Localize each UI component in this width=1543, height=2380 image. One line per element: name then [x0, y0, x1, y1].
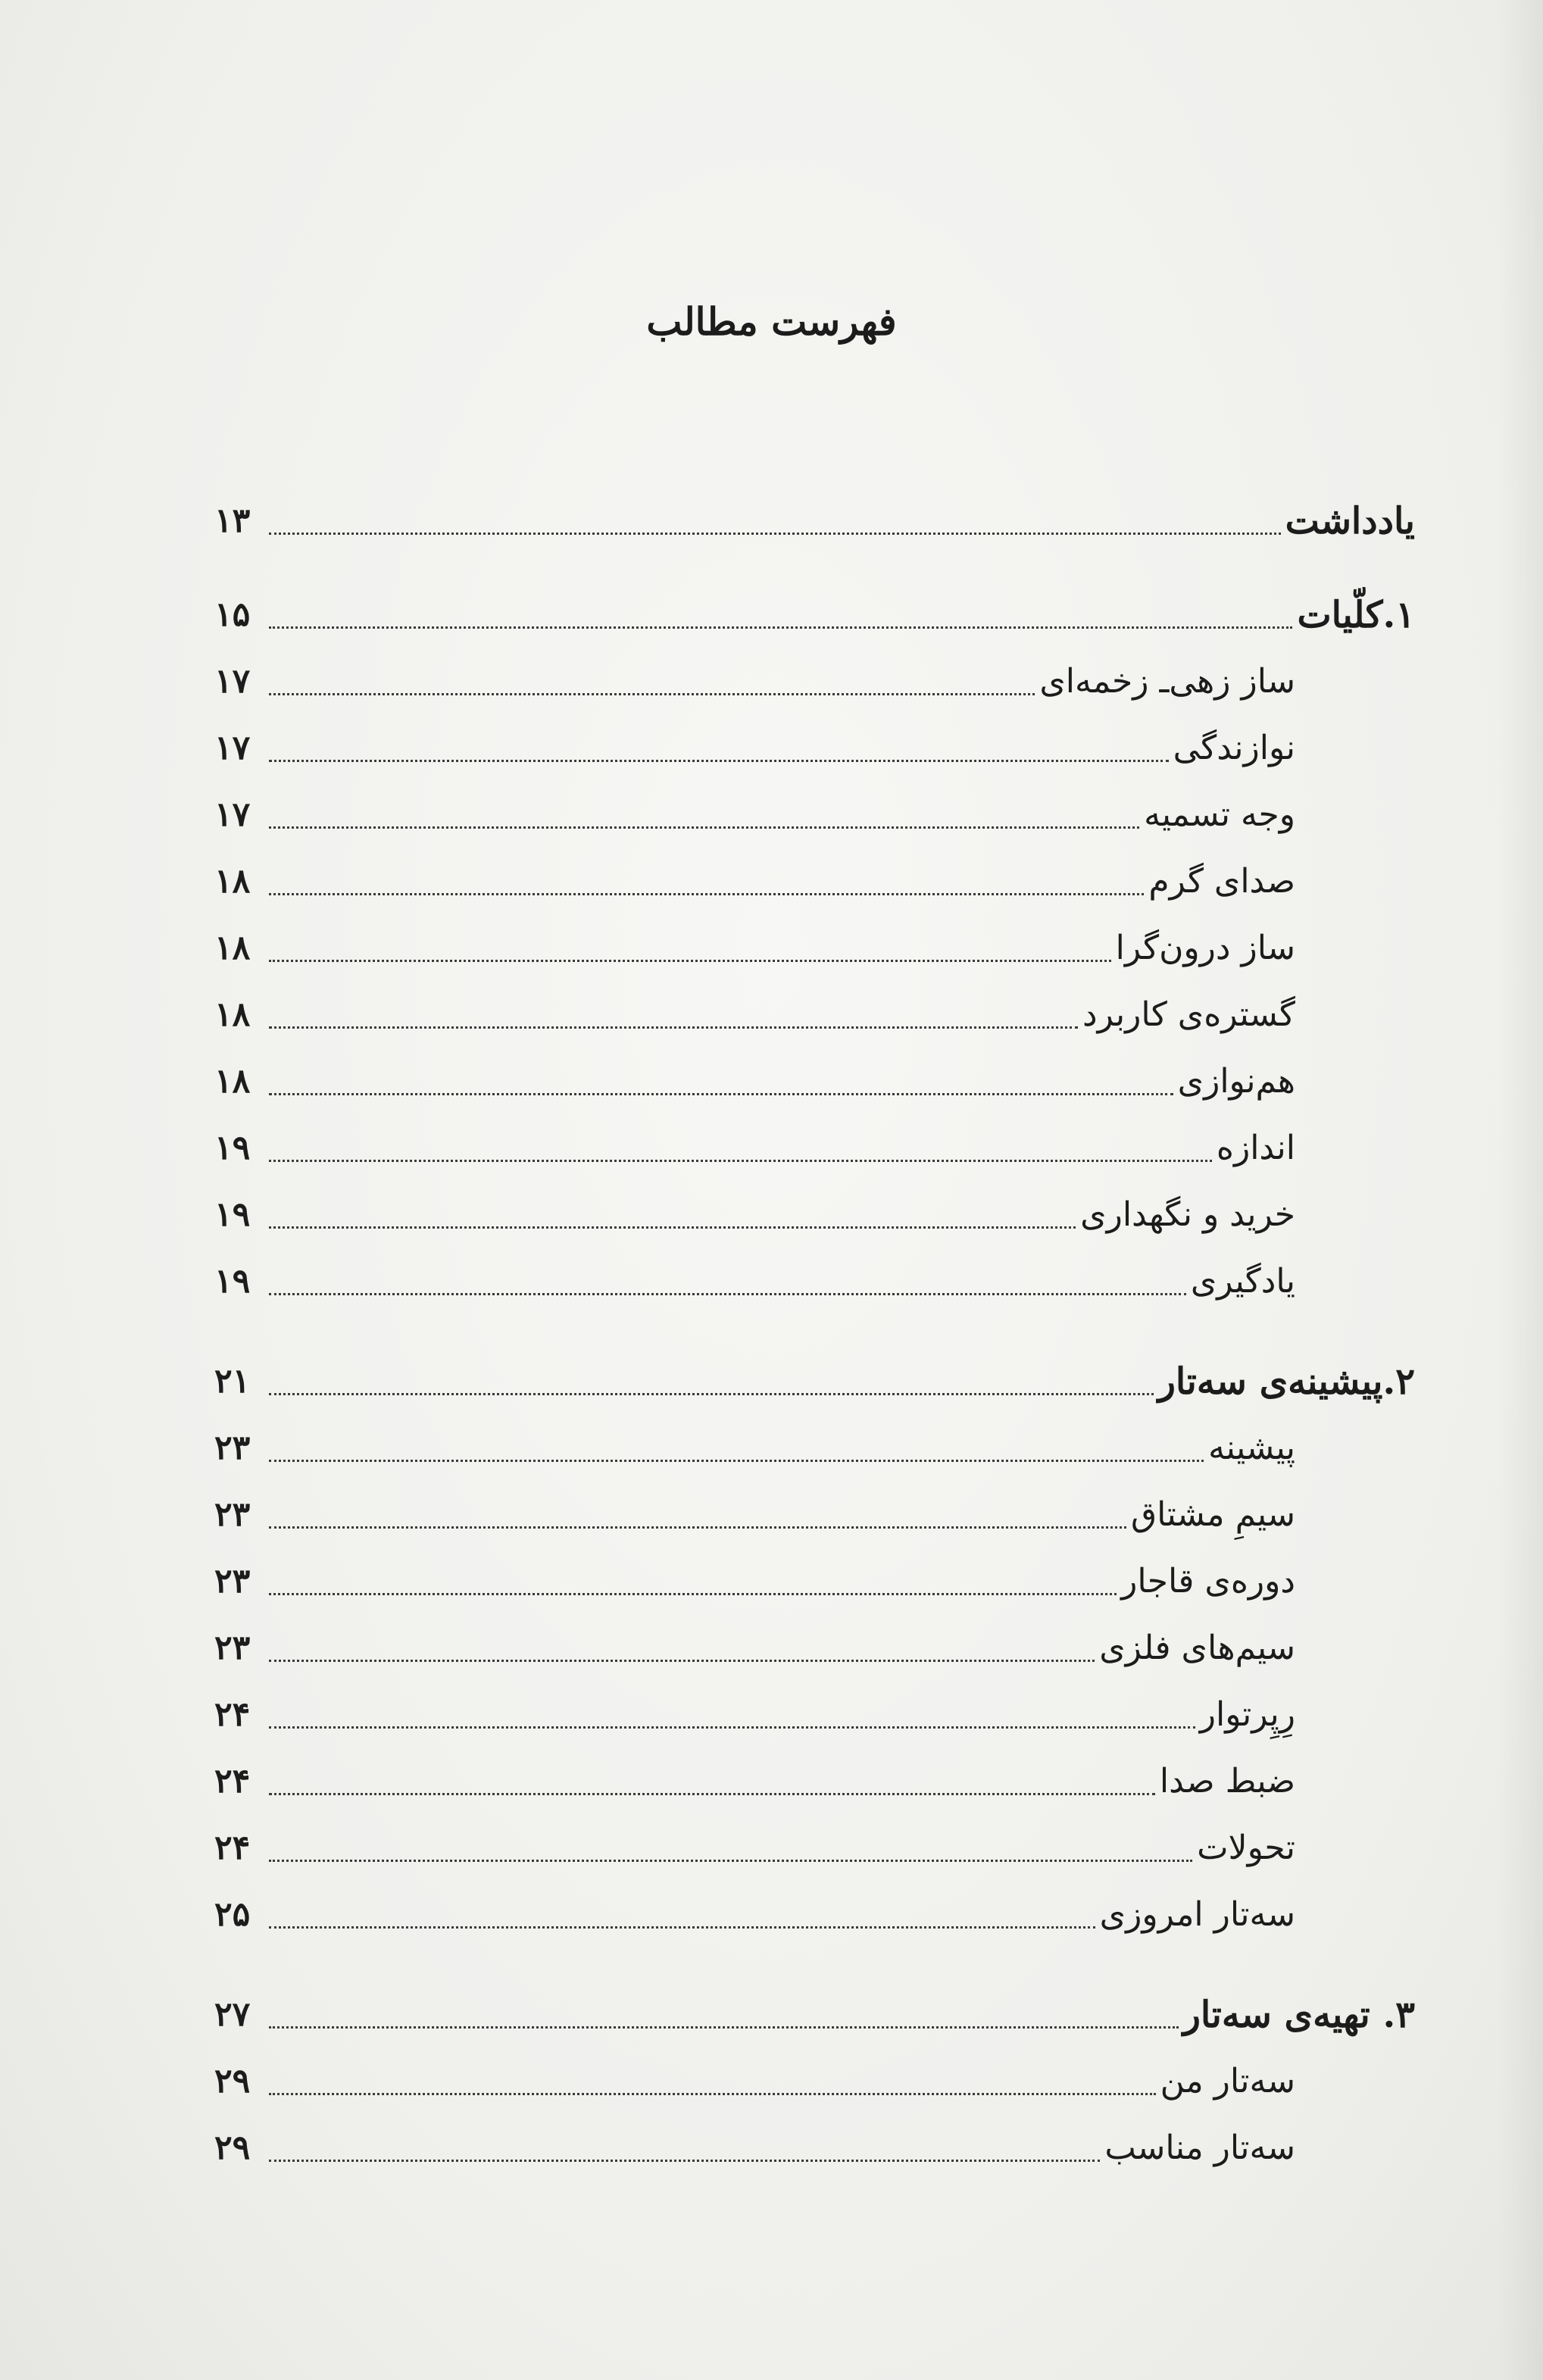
leader-dots: [269, 1393, 1154, 1395]
toc-page-number: ۱۹: [214, 1195, 251, 1234]
toc-entry-label: سه‌تار من: [1160, 2062, 1295, 2100]
toc-page-number: ۱۸: [214, 929, 251, 967]
toc-entry-label: سه‌تار امروزی: [1099, 1895, 1295, 1934]
toc-page-number: ۲۳: [214, 1495, 251, 1534]
leader-dots: [269, 1593, 1117, 1595]
leader-dots: [269, 893, 1144, 895]
toc-page-number: ۲۴: [214, 1695, 251, 1734]
toc-entry-label: یادداشت: [1285, 500, 1415, 542]
toc-entry-label: اندازه: [1216, 1129, 1295, 1167]
leader-dots: [269, 1093, 1173, 1095]
toc-entry-label: خرید و نگهداری: [1080, 1195, 1295, 1234]
toc-page-number: ۱۹: [214, 1262, 251, 1301]
leader-dots: [269, 1526, 1126, 1529]
toc-page-number: ۲۵: [214, 1895, 251, 1934]
leader-dots: [269, 1726, 1195, 1729]
toc-entry-label: هم‌نوازی: [1177, 1062, 1295, 1101]
toc-entry-label: دوره‌ی قاجار: [1121, 1562, 1295, 1601]
toc-page-number: ۲۹: [214, 2062, 251, 2100]
toc-page-number: ۲۴: [214, 1762, 251, 1801]
toc-entry-chapter: [214, 1345, 1415, 1406]
leader-dots: [269, 826, 1139, 829]
toc-title: فهرست مطالب: [646, 299, 897, 344]
leader-dots: [269, 2026, 1179, 2029]
toc-page-number: ۲۳: [214, 1562, 251, 1601]
toc-page-number: ۲۴: [214, 1829, 251, 1867]
toc-entry: [214, 2112, 1295, 2172]
leader-dots: [269, 1793, 1155, 1795]
toc-entry-label: پیشینه: [1208, 1429, 1295, 1467]
leader-dots: [269, 760, 1169, 762]
toc-entry: [214, 645, 1295, 706]
toc-page-number: ۱۸: [214, 862, 251, 901]
toc-entry-label: ساز درون‌گرا: [1115, 929, 1295, 967]
leader-dots: [269, 1660, 1095, 1662]
toc-entry: [214, 1045, 1295, 1106]
leader-dots: [269, 626, 1292, 629]
toc-page-number: ۱۵: [214, 595, 251, 634]
toc-page-number: ۲۳: [214, 1629, 251, 1667]
page-edge-shadow: [1498, 0, 1543, 2380]
leader-dots: [269, 1226, 1076, 1229]
leader-dots: [269, 960, 1111, 962]
leader-dots: [269, 2160, 1100, 2162]
toc-entry-label: یادگیری: [1190, 1262, 1295, 1301]
toc-page-number: ۱۷: [214, 729, 251, 767]
leader-dots: [269, 1293, 1186, 1295]
toc-entry: [214, 1812, 1295, 1872]
toc-entry: [214, 1179, 1295, 1239]
toc-entry: [214, 2045, 1295, 2106]
leader-dots: [269, 1160, 1212, 1162]
toc-entry-label: سه‌تار مناسب: [1104, 2129, 1295, 2167]
toc-page-number: ۱۹: [214, 1129, 251, 1167]
toc-entry: [214, 1679, 1295, 1739]
toc-entry: [214, 1612, 1295, 1673]
toc-page-number: ۱۷: [214, 795, 251, 834]
leader-dots: [269, 2093, 1156, 2095]
leader-dots: [269, 693, 1035, 695]
toc-entry: [214, 1479, 1295, 1539]
leader-dots: [269, 1460, 1204, 1462]
toc-entry: [214, 979, 1295, 1039]
toc-page-number: ۲۷: [214, 1995, 251, 2034]
leader-dots: [269, 533, 1281, 535]
toc-entry: [214, 845, 1295, 906]
toc-entry-label: نوازندگی: [1173, 729, 1295, 767]
toc-page-number: ۱۸: [214, 1062, 251, 1101]
toc-entry: [214, 779, 1295, 839]
toc-entry: [214, 1112, 1295, 1173]
toc-entry-label: سیمِ مشتاق: [1130, 1495, 1295, 1534]
toc-entry: [214, 1879, 1295, 1939]
toc-entry-label: ضبط صدا: [1159, 1762, 1295, 1801]
toc-entry-label: تحولات: [1197, 1829, 1295, 1867]
toc-entry: [214, 912, 1295, 973]
leader-dots: [269, 1926, 1095, 1929]
toc-entry: [214, 1545, 1295, 1606]
toc-page-number: ۱۳: [214, 501, 251, 540]
toc-entry-label: صدای گرم: [1148, 862, 1295, 901]
toc-entry-chapter: [214, 579, 1415, 639]
toc-entry: [214, 712, 1295, 773]
toc-entry-chapter: [214, 485, 1415, 545]
toc-page-number: ۲۳: [214, 1429, 251, 1467]
toc-entry-chapter: [214, 1979, 1415, 2039]
toc-entry-label: گستره‌ی کاربرد: [1082, 995, 1295, 1034]
leader-dots: [269, 1026, 1078, 1029]
toc-page-number: ۱۷: [214, 662, 251, 701]
toc-entry-label: ۲.پیشینه‌ی سه‌تار: [1157, 1360, 1415, 1403]
toc-page-number: ۲۹: [214, 2129, 251, 2167]
toc-entry: [214, 1245, 1295, 1306]
toc-entry-label: ۱.کلّیات: [1297, 594, 1415, 636]
toc-entry-label: وجه تسمیه: [1144, 795, 1295, 834]
toc-entry: [214, 1745, 1295, 1806]
toc-entry: [214, 1412, 1295, 1473]
leader-dots: [269, 1860, 1192, 1862]
toc-entry-label: سیم‌های فلزی: [1099, 1629, 1295, 1667]
toc-entry-label: ساز زهی‌ـ زخمه‌ای: [1039, 662, 1295, 701]
toc-entry-label: رِپِرتوار: [1199, 1695, 1295, 1734]
toc-entry-label: ۳. تهیه‌ی سه‌تار: [1182, 1994, 1415, 2036]
toc-page-number: ۱۸: [214, 995, 251, 1034]
toc-page-number: ۲۱: [214, 1362, 251, 1401]
